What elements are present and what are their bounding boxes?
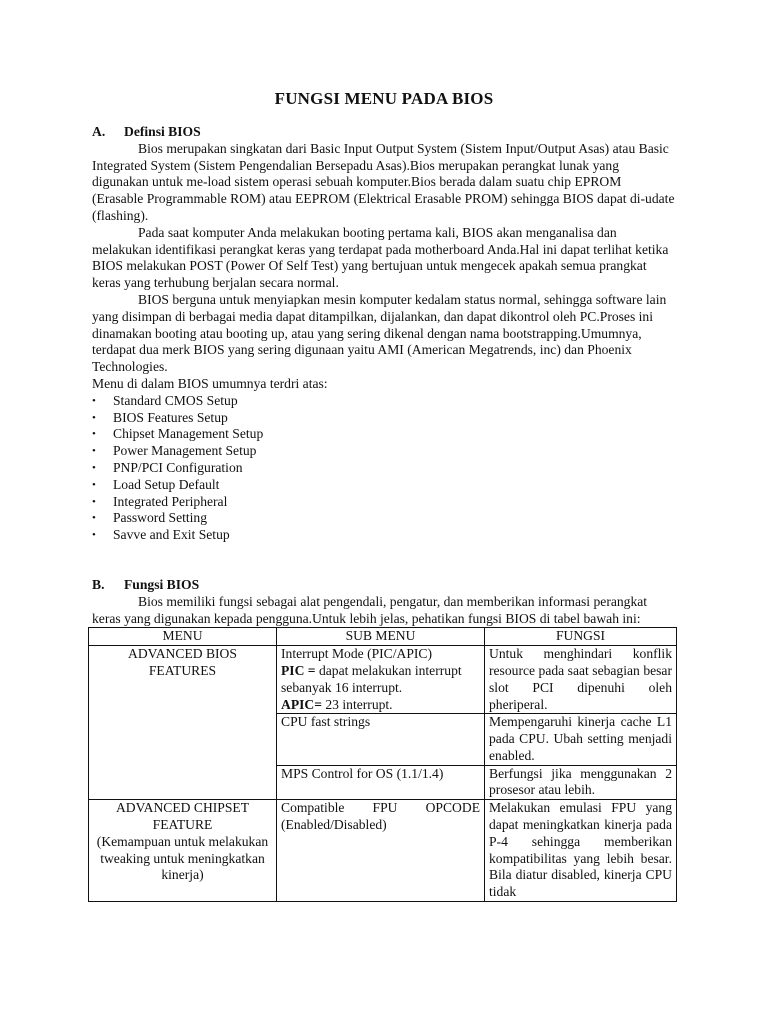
- section-a-paragraph-2: Pada saat komputer Anda melakukan booting pertama kali, BIOS akan menganalisa dan melakukan identifikasi perangkat keras yang terdapat pada motherboard Anda.Hal ini dapat terlihat ketika BIOS melakukan POST (Power Of Self Test) yang bertujuan untuk mengecek apakah semua prangkat keras yang terhubung berjalan secara normal.: [92, 224, 669, 291]
- fungsi-cell: Mempengaruhi kinerja cache L1 pada CPU. Ubah setting menjadi enabled.: [485, 714, 677, 765]
- page-title: FUNGSI MENU PADA BIOS: [274, 89, 494, 108]
- bullet-icon: •: [92, 428, 96, 441]
- menu-cell-line: FEATURES: [148, 662, 217, 678]
- bios-function-table: [88, 627, 677, 902]
- header-fungsi: FUNGSI: [485, 628, 677, 646]
- bullet-icon: •: [92, 495, 96, 508]
- section-spacer: [92, 544, 676, 577]
- list-item: [92, 426, 676, 443]
- section-a-letter: A.: [92, 124, 106, 139]
- section-b-paragraph: Bios memiliki fungsi sebagai alat pengendali, pengatur, dan memberikan informasi perangkat keras yang digunakan kepada pengguna.Untuk lebih jelas, pehatikan fungsi BIOS di tabel bawah ini:: [92, 593, 648, 626]
- menu-cell-line: ADVANCED CHIPSET: [115, 800, 250, 816]
- section-a-heading: [92, 124, 676, 141]
- menu-intro: Menu di dalam BIOS umumnya terdri atas:: [92, 375, 328, 391]
- bullet-icon: •: [92, 512, 96, 525]
- sub-menu-cell-cpu-fast-strings: CPU fast strings: [277, 714, 485, 765]
- list-item: [92, 410, 676, 427]
- section-a-paragraph-3: BIOS berguna untuk menyiapkan mesin komputer kedalam status normal, sehingga software lain yang disimpan di berbagai media dapat ditampilkan, dijalankan, dan dapat dikontrol oleh PC.Proses ini dinamakan booting atau booting up, atau yang sering dikenal dengan nama bootstrapping.Umumnya, terdapat dua merk BIOS yang sering digunaan yaitu AMI (American Megatrends, inc) dan Phoenix Technologies.: [92, 291, 667, 375]
- pic-text: dapat melakukan interrupt sebanyak 16 interrupt.: [281, 662, 462, 695]
- sub-menu-cell-fpu-opcode: Compatible FPU OPCODE (Enabled/Disabled): [277, 800, 485, 902]
- sub-menu-cell-interrupt-mode: [277, 646, 485, 714]
- list-item-text: Password Setting: [113, 510, 208, 526]
- bullet-icon: •: [92, 478, 96, 491]
- sub-menu-title: Interrupt Mode (PIC/APIC): [281, 646, 433, 662]
- list-item-text: Integrated Peripheral: [113, 493, 228, 509]
- table-header-row: [89, 628, 677, 646]
- section-b-title: Fungsi BIOS: [124, 576, 200, 592]
- header-menu: MENU: [89, 628, 277, 646]
- apic-text: 23 interrupt.: [321, 696, 393, 712]
- bullet-icon: •: [92, 411, 96, 424]
- menu-cell-line: FEATURE: [152, 817, 213, 833]
- menu-cell-advanced-bios: [89, 646, 277, 800]
- section-a-paragraph-1: Bios merupakan singkatan dari Basic Input Output System (Sistem Input/Output Asas) atau Basic Integrated System (Sistem Pengendalian Bersepadu Asas).Bios merupakan perangkat lunak yang digunakan untuk me-load sistem operasi sebuah komputer.Bios berada dalam suatu chip EPROM (Erasable Programmable ROM) atau EEPROM (Elektrical Erasable PROM) sehingga BIOS dapat di-udate (flashing).: [92, 140, 675, 223]
- bios-menu-list: [92, 393, 676, 544]
- menu-cell-advanced-chipset: [89, 800, 277, 902]
- table-row: [89, 800, 677, 902]
- list-item-text: BIOS Features Setup: [113, 409, 228, 425]
- bullet-icon: •: [92, 461, 96, 474]
- sub-menu-pic: [281, 663, 480, 697]
- bullet-icon: •: [92, 445, 96, 458]
- menu-cell-line: ADVANCED BIOS: [128, 646, 237, 662]
- list-item-text: Chipset Management Setup: [113, 426, 264, 442]
- list-item-text: Standard CMOS Setup: [113, 392, 238, 408]
- pic-label: PIC =: [281, 662, 316, 678]
- section-b-heading: [92, 577, 676, 594]
- fungsi-cell: Melakukan emulasi FPU yang dapat meningkatkan kinerja pada P-4 sehingga memberikan kompatibilitas yang lebih besar. Bila diatur disabled, kinerja CPU tidak: [485, 800, 677, 902]
- list-item-text: Load Setup Default: [113, 476, 220, 492]
- table-row: [89, 646, 677, 714]
- fungsi-cell: Untuk menghindari konflik resource pada saat sebagian besar slot PCI dipenuhi oleh pheriperal.: [485, 646, 677, 714]
- list-item-text: Savve and Exit Setup: [113, 527, 230, 543]
- list-item: [92, 393, 676, 410]
- sub-menu-apic: [281, 697, 480, 714]
- list-item: [92, 477, 676, 494]
- bullet-icon: •: [92, 394, 96, 407]
- fungsi-cell: Berfungsi jika menggunakan 2 prosesor atau lebih.: [485, 765, 677, 800]
- sub-menu-cell-mps-control: MPS Control for OS (1.1/1.4): [277, 765, 485, 800]
- section-b-letter: B.: [92, 576, 105, 592]
- list-item: [92, 527, 676, 544]
- header-sub-menu: SUB MENU: [277, 628, 485, 646]
- list-item-text: PNP/PCI Configuration: [113, 459, 243, 475]
- list-item: [92, 460, 676, 477]
- list-item: [92, 494, 676, 511]
- list-item-text: Power Management Setup: [113, 443, 257, 459]
- bullet-icon: •: [92, 529, 96, 542]
- section-a-title: Definsi BIOS: [124, 124, 201, 139]
- menu-cell-note: (Kemampuan untuk melakukan tweaking untuk meningkatkan kinerja): [96, 833, 269, 883]
- apic-label: APIC=: [281, 696, 322, 712]
- list-item: [92, 510, 676, 527]
- list-item: [92, 443, 676, 460]
